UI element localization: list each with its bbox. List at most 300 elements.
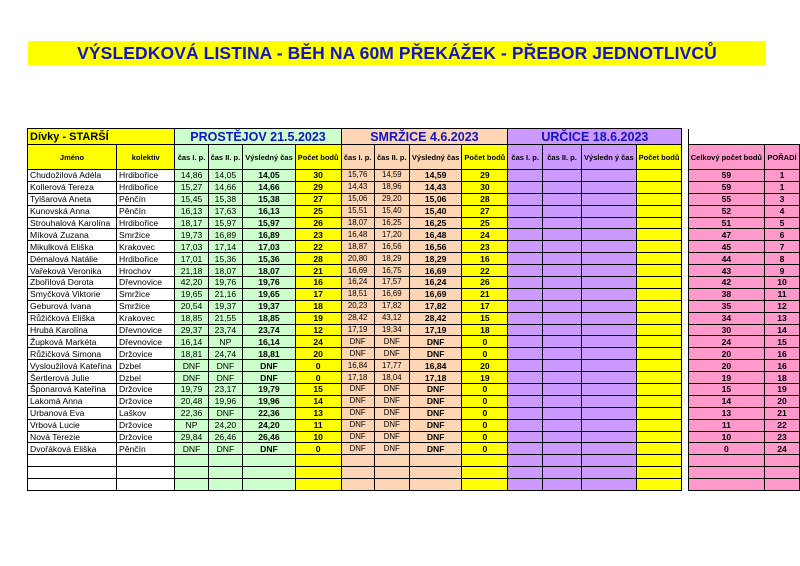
header-points: Počet bodů [462, 145, 508, 170]
cell-empty [582, 467, 637, 479]
cell-empty [582, 217, 637, 229]
header-total: Celkový počet bodů [688, 145, 764, 170]
cell-ap: 21 [295, 265, 341, 277]
cell-empty [117, 455, 175, 467]
category-label: Dívky - STARŠÍ [28, 129, 175, 145]
cell-team: Dzbel [117, 372, 175, 384]
cell-empty [582, 431, 637, 443]
cell-ar: 26,46 [243, 431, 296, 443]
cell-empty [636, 395, 682, 407]
cell-empty [582, 277, 637, 289]
table-row [28, 443, 800, 455]
cell-a1: 17,01 [175, 253, 208, 265]
cell-bp: 18 [462, 324, 508, 336]
cell-empty [175, 479, 208, 491]
cell-rank: 4 [765, 205, 800, 217]
table-row [28, 265, 800, 277]
cell-ap: 0 [295, 372, 341, 384]
cell-a1: 14,86 [175, 170, 208, 182]
cell-empty [543, 336, 582, 348]
cell-team: Pěnčín [117, 443, 175, 455]
cell-team: Držovice [117, 384, 175, 396]
cell-empty [582, 384, 637, 396]
cell-empty [409, 455, 462, 467]
cell-team: Smržice [117, 288, 175, 300]
cell-total: 52 [688, 205, 764, 217]
cell-a1: DNF [175, 372, 208, 384]
cell-a1: DNF [175, 443, 208, 455]
cell-ap: 27 [295, 193, 341, 205]
cell-ap: 14 [295, 395, 341, 407]
cell-empty [636, 372, 682, 384]
header-p1: čas I. p. [175, 145, 208, 170]
cell-ap: 16 [295, 277, 341, 289]
cell-empty [582, 455, 637, 467]
cell-empty [409, 467, 462, 479]
cell-empty [582, 288, 637, 300]
cell-br: DNF [409, 336, 462, 348]
cell-rank: 1 [765, 170, 800, 182]
venue-prostejov: PROSTĚJOV 21.5.2023 [175, 129, 341, 145]
cell-br: 17,19 [409, 324, 462, 336]
cell-a1: 29,84 [175, 431, 208, 443]
cell-empty [543, 253, 582, 265]
cell-b2: 16,25 [374, 217, 409, 229]
table-row [28, 217, 800, 229]
cell-empty [508, 384, 543, 396]
cell-ar: 14,66 [243, 181, 296, 193]
cell-empty [765, 455, 800, 467]
cell-bp: 0 [462, 443, 508, 455]
results-table [27, 128, 800, 491]
cell-a2: 17,63 [208, 205, 243, 217]
cell-b2: 29,20 [374, 193, 409, 205]
cell-br: 18,29 [409, 253, 462, 265]
cell-br: 16,69 [409, 265, 462, 277]
cell-empty [243, 467, 296, 479]
cell-empty [462, 455, 508, 467]
cell-empty [508, 277, 543, 289]
cell-ap: 12 [295, 324, 341, 336]
cell-empty [543, 324, 582, 336]
header-p1: čas I. p. [508, 145, 543, 170]
empty-row [28, 455, 800, 467]
cell-bp: 24 [462, 229, 508, 241]
cell-ap: 23 [295, 229, 341, 241]
cell-empty [175, 455, 208, 467]
cell-empty [117, 467, 175, 479]
cell-team: Smržice [117, 229, 175, 241]
cell-empty [636, 241, 682, 253]
cell-ap: 19 [295, 312, 341, 324]
cell-ar: 18,81 [243, 348, 296, 360]
cell-total: 30 [688, 324, 764, 336]
cell-total: 38 [688, 288, 764, 300]
cell-empty [508, 312, 543, 324]
cell-name: Lakomá Anna [28, 395, 117, 407]
cell-ar: 19,96 [243, 395, 296, 407]
cell-empty [508, 443, 543, 455]
cell-ap: 17 [295, 288, 341, 300]
cell-ar: 15,97 [243, 217, 296, 229]
cell-total: 20 [688, 360, 764, 372]
cell-a2: 24,74 [208, 348, 243, 360]
cell-team: Držovice [117, 431, 175, 443]
cell-empty [636, 181, 682, 193]
cell-name: Kunovská Anna [28, 205, 117, 217]
cell-b1: 16,48 [341, 229, 374, 241]
cell-empty [208, 455, 243, 467]
cell-empty [374, 455, 409, 467]
cell-empty [765, 467, 800, 479]
cell-total: 14 [688, 395, 764, 407]
cell-rank: 22 [765, 419, 800, 431]
cell-a1: 18,85 [175, 312, 208, 324]
cell-bp: 15 [462, 312, 508, 324]
cell-b2: DNF [374, 407, 409, 419]
cell-name: Geburová Ivana [28, 300, 117, 312]
cell-rank: 9 [765, 265, 800, 277]
cell-a1: 29,37 [175, 324, 208, 336]
cell-br: 14,59 [409, 170, 462, 182]
cell-empty [508, 467, 543, 479]
cell-empty [508, 170, 543, 182]
cell-b1: DNF [341, 443, 374, 455]
cell-a2: 26,46 [208, 431, 243, 443]
cell-br: 17,18 [409, 372, 462, 384]
cell-empty [543, 467, 582, 479]
cell-ar: 14,05 [243, 170, 296, 182]
cell-b1: 18,87 [341, 241, 374, 253]
cell-empty [636, 467, 682, 479]
cell-br: 16,24 [409, 277, 462, 289]
cell-ap: 20 [295, 348, 341, 360]
cell-name: Zbořilová Dorota [28, 277, 117, 289]
header-p2: čas II. p. [374, 145, 409, 170]
cell-ap: 29 [295, 181, 341, 193]
cell-team: Laškov [117, 407, 175, 419]
cell-name: Urbanová Eva [28, 407, 117, 419]
cell-b1: 15,51 [341, 205, 374, 217]
cell-empty [543, 300, 582, 312]
cell-empty [374, 479, 409, 491]
cell-a2: 15,97 [208, 217, 243, 229]
cell-total: 0 [688, 443, 764, 455]
cell-empty [636, 479, 682, 491]
cell-total: 19 [688, 372, 764, 384]
cell-ar: DNF [243, 360, 296, 372]
cell-empty [636, 431, 682, 443]
cell-rank: 23 [765, 431, 800, 443]
cell-ar: 19,76 [243, 277, 296, 289]
cell-ap: 18 [295, 300, 341, 312]
cell-empty [582, 372, 637, 384]
cell-bp: 21 [462, 288, 508, 300]
cell-bp: 0 [462, 419, 508, 431]
cell-empty [543, 407, 582, 419]
cell-empty [543, 395, 582, 407]
cell-name: Růžičková Simona [28, 348, 117, 360]
table-row [28, 336, 800, 348]
cell-b1: 15,06 [341, 193, 374, 205]
cell-ar: 16,14 [243, 336, 296, 348]
cell-b2: 14,59 [374, 170, 409, 182]
cell-ar: 17,03 [243, 241, 296, 253]
cell-total: 34 [688, 312, 764, 324]
cell-empty [508, 419, 543, 431]
table-row [28, 205, 800, 217]
cell-name: Hrubá Karolína [28, 324, 117, 336]
cell-bp: 0 [462, 431, 508, 443]
cell-rank: 10 [765, 277, 800, 289]
cell-empty [582, 241, 637, 253]
cell-total: 55 [688, 193, 764, 205]
cell-ap: 0 [295, 443, 341, 455]
header-result: Výsledn ý čas [582, 145, 637, 170]
cell-empty [508, 407, 543, 419]
cell-empty [243, 479, 296, 491]
cell-empty [582, 300, 637, 312]
cell-a2: 21,16 [208, 288, 243, 300]
cell-empty [543, 455, 582, 467]
cell-rank: 6 [765, 229, 800, 241]
cell-ar: 15,36 [243, 253, 296, 265]
cell-name: Šertlerová Julie [28, 372, 117, 384]
cell-ar: 18,07 [243, 265, 296, 277]
table-row [28, 324, 800, 336]
cell-a2: 15,38 [208, 193, 243, 205]
cell-b1: 16,69 [341, 265, 374, 277]
cell-team: Pěnčín [117, 205, 175, 217]
cell-a1: 20,54 [175, 300, 208, 312]
cell-empty [508, 265, 543, 277]
cell-bp: 25 [462, 217, 508, 229]
cell-br: 17,82 [409, 300, 462, 312]
cell-empty [295, 467, 341, 479]
cell-team: Krakovec [117, 241, 175, 253]
cell-empty [243, 455, 296, 467]
table-row [28, 407, 800, 419]
cell-total: 35 [688, 300, 764, 312]
table-row [28, 312, 800, 324]
cell-total: 59 [688, 170, 764, 182]
table-row [28, 384, 800, 396]
cell-empty [508, 300, 543, 312]
cell-empty [341, 467, 374, 479]
cell-empty [636, 205, 682, 217]
cell-empty [462, 467, 508, 479]
cell-empty [582, 193, 637, 205]
cell-empty [636, 300, 682, 312]
cell-rank: 16 [765, 360, 800, 372]
cell-empty [688, 467, 764, 479]
cell-b2: DNF [374, 336, 409, 348]
cell-rank: 16 [765, 348, 800, 360]
cell-bp: 0 [462, 348, 508, 360]
cell-b1: DNF [341, 384, 374, 396]
cell-rank: 24 [765, 443, 800, 455]
cell-team: Krakovec [117, 312, 175, 324]
cell-br: 28,42 [409, 312, 462, 324]
cell-empty [208, 467, 243, 479]
cell-name: Vrbová Lucie [28, 419, 117, 431]
cell-b2: 16,75 [374, 265, 409, 277]
cell-empty [582, 170, 637, 182]
cell-empty [508, 193, 543, 205]
cell-empty [543, 360, 582, 372]
cell-empty [508, 395, 543, 407]
cell-b1: 18,51 [341, 288, 374, 300]
table-row [28, 348, 800, 360]
cell-rank: 21 [765, 407, 800, 419]
cell-b2: 15,40 [374, 205, 409, 217]
cell-rank: 20 [765, 395, 800, 407]
cell-empty [341, 455, 374, 467]
cell-empty [508, 336, 543, 348]
cell-b1: 20,80 [341, 253, 374, 265]
cell-total: 45 [688, 241, 764, 253]
cell-empty [508, 348, 543, 360]
cell-total: 59 [688, 181, 764, 193]
cell-br: 16,69 [409, 288, 462, 300]
cell-name: Župková Markéta [28, 336, 117, 348]
cell-ap: 30 [295, 170, 341, 182]
cell-empty [582, 395, 637, 407]
cell-empty [582, 312, 637, 324]
table-row [28, 241, 800, 253]
cell-name: Chudožilová Adéla [28, 170, 117, 182]
cell-empty [508, 241, 543, 253]
cell-a1: 19,79 [175, 384, 208, 396]
cell-empty [636, 455, 682, 467]
cell-br: 16,25 [409, 217, 462, 229]
cell-a1: 15,45 [175, 193, 208, 205]
cell-a1: 22,36 [175, 407, 208, 419]
cell-empty [543, 265, 582, 277]
cell-b2: DNF [374, 431, 409, 443]
cell-bp: 27 [462, 205, 508, 217]
table-row [28, 193, 800, 205]
cell-ap: 10 [295, 431, 341, 443]
header-p2: čas II. p. [543, 145, 582, 170]
cell-a2: 18,07 [208, 265, 243, 277]
cell-a1: 15,27 [175, 181, 208, 193]
cell-bp: 30 [462, 181, 508, 193]
cell-empty [508, 217, 543, 229]
cell-bp: 16 [462, 253, 508, 265]
cell-empty [636, 170, 682, 182]
cell-ar: 18,85 [243, 312, 296, 324]
cell-a2: NP [208, 336, 243, 348]
cell-empty [508, 372, 543, 384]
cell-a1: 16,14 [175, 336, 208, 348]
cell-name: Dvořáková Eliška [28, 443, 117, 455]
table-row [28, 419, 800, 431]
cell-ap: 22 [295, 241, 341, 253]
table-row [28, 288, 800, 300]
cell-br: 16,48 [409, 229, 462, 241]
cell-rank: 18 [765, 372, 800, 384]
cell-a2: DNF [208, 360, 243, 372]
cell-empty [175, 467, 208, 479]
cell-total: 24 [688, 336, 764, 348]
cell-b1: DNF [341, 348, 374, 360]
cell-a2: DNF [208, 372, 243, 384]
cell-total: 51 [688, 217, 764, 229]
header-p2: čas II. p. [208, 145, 243, 170]
cell-name: Míková Zuzana [28, 229, 117, 241]
cell-empty [543, 372, 582, 384]
cell-empty [636, 253, 682, 265]
cell-br: DNF [409, 431, 462, 443]
cell-a2: 19,37 [208, 300, 243, 312]
cell-b1: 28,42 [341, 312, 374, 324]
cell-b2: 43,12 [374, 312, 409, 324]
cell-total: 15 [688, 384, 764, 396]
cell-team: Držovice [117, 419, 175, 431]
cell-total: 13 [688, 407, 764, 419]
cell-rank: 11 [765, 288, 800, 300]
cell-ap: 11 [295, 419, 341, 431]
cell-br: 15,40 [409, 205, 462, 217]
cell-team: Držovice [117, 348, 175, 360]
cell-empty [409, 479, 462, 491]
cell-b1: 16,84 [341, 360, 374, 372]
cell-empty [582, 407, 637, 419]
cell-b1: 20,23 [341, 300, 374, 312]
table-row [28, 372, 800, 384]
cell-name: Kollerová Tereza [28, 181, 117, 193]
cell-a2: 14,05 [208, 170, 243, 182]
cell-b2: 18,04 [374, 372, 409, 384]
cell-b2: 16,69 [374, 288, 409, 300]
cell-empty [462, 479, 508, 491]
cell-b1: 16,24 [341, 277, 374, 289]
cell-b2: DNF [374, 395, 409, 407]
cell-empty [508, 431, 543, 443]
empty-row [28, 467, 800, 479]
table-row [28, 360, 800, 372]
cell-empty [582, 479, 637, 491]
cell-b2: 18,29 [374, 253, 409, 265]
cell-b1: 18,07 [341, 217, 374, 229]
cell-rank: 7 [765, 241, 800, 253]
cell-ar: 23,74 [243, 324, 296, 336]
cell-empty [543, 170, 582, 182]
cell-b2: 17,82 [374, 300, 409, 312]
cell-empty [688, 455, 764, 467]
cell-a2: 23,17 [208, 384, 243, 396]
cell-empty [636, 312, 682, 324]
cell-b2: 17,77 [374, 360, 409, 372]
header-result: Výsledný čas [409, 145, 462, 170]
cell-a1: 18,81 [175, 348, 208, 360]
table-row [28, 229, 800, 241]
cell-empty [543, 229, 582, 241]
cell-bp: 0 [462, 395, 508, 407]
cell-empty [543, 241, 582, 253]
cell-a2: DNF [208, 407, 243, 419]
header-result: Výsledný čas [243, 145, 296, 170]
cell-total: 43 [688, 265, 764, 277]
cell-empty [508, 324, 543, 336]
cell-empty [508, 288, 543, 300]
cell-empty [508, 181, 543, 193]
cell-team: Dřevnovice [117, 324, 175, 336]
cell-rank: 3 [765, 193, 800, 205]
cell-br: 14,43 [409, 181, 462, 193]
cell-total: 44 [688, 253, 764, 265]
